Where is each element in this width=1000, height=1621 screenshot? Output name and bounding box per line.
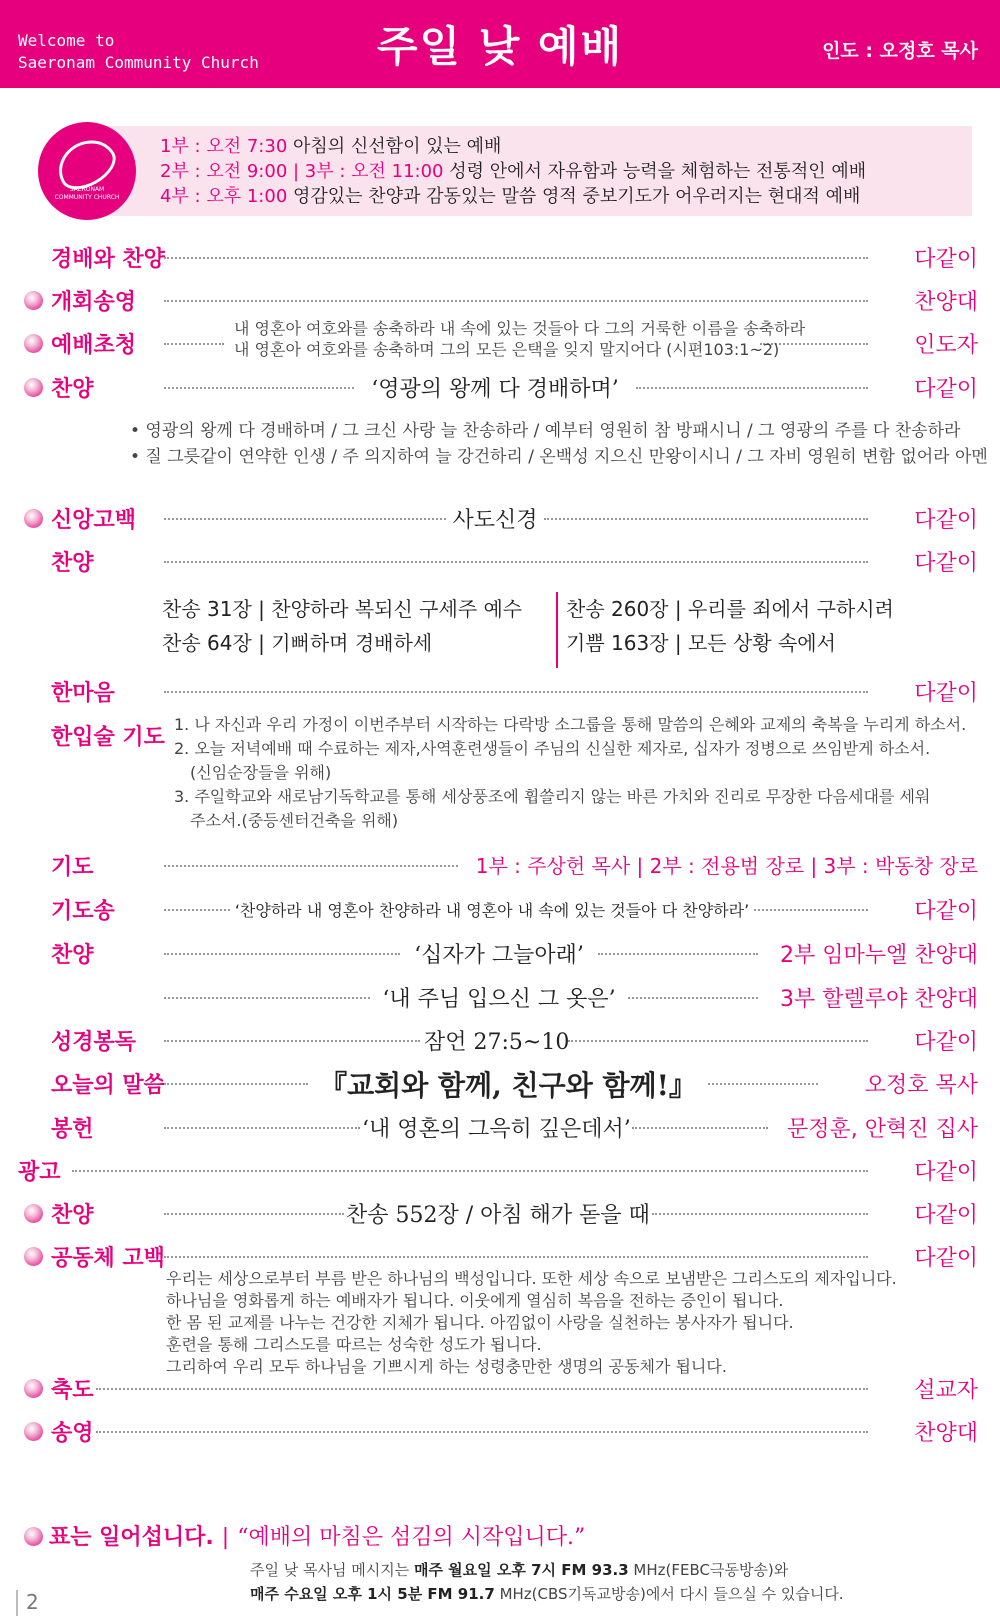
order-performer: 다같이 — [914, 551, 978, 576]
prayer-item: 2. 오늘 저녁예배 때 수료하는 제자,사역훈련생들이 주님의 신실한 제자로, 십자가 정병으로 쓰임받게 하소서. — [174, 739, 931, 758]
page-number: 2 — [16, 1590, 39, 1616]
footer-separator: | — [221, 1525, 230, 1550]
dotted-leader — [164, 300, 868, 302]
footer-standing-note — [24, 1520, 585, 1551]
order-label: 기도송 — [51, 899, 115, 924]
standing-bullet-icon — [24, 378, 43, 397]
standing-bullet-icon — [24, 1379, 43, 1398]
order-label: 공동체 고백 — [51, 1246, 165, 1271]
broadcast-line-2 — [250, 1582, 844, 1606]
order-prayer-song — [0, 894, 1000, 924]
order-label: 찬양 — [51, 551, 94, 576]
dotted-leader — [632, 1127, 768, 1129]
order-label: 예배초청 — [51, 333, 137, 358]
dotted-leader — [754, 909, 868, 911]
standing-legend: 표는 일어섭니다. — [49, 1525, 214, 1550]
service-desc: 영감있는 찬양과 감동있는 말씀 영적 중보기도가 어우러지는 현대적 예배 — [293, 186, 861, 207]
order-label: 찬양 — [51, 943, 94, 968]
service-time-line-3 — [160, 184, 866, 209]
logo-text-line-2: COMMUNITY CHURCH — [54, 194, 120, 201]
order-performer: 다같이 — [914, 508, 978, 533]
scripture-reference: 잠언 27:5~10 — [424, 1030, 570, 1055]
order-confession — [0, 1241, 1000, 1271]
order-announcements — [0, 1155, 1000, 1185]
service-time-line-1 — [160, 134, 866, 159]
hymn-item: 찬송 260장 | 우리를 죄에서 구하시려 — [566, 597, 894, 621]
order-praise-4 — [0, 1198, 1000, 1228]
order-label: 찬양 — [51, 377, 94, 402]
dotted-leader — [652, 1213, 868, 1215]
hymn-item: 찬송 64장 | 기뻐하며 경배하세 — [162, 631, 433, 655]
order-praise-1 — [0, 372, 1000, 402]
order-performer: 찬양대 — [914, 290, 978, 315]
hymns-right — [566, 592, 894, 660]
prayer-item: (신임순장들을 위해) — [190, 763, 332, 782]
order-label: 경배와 찬양 — [51, 247, 165, 272]
prayer-song-title: ‘찬양하라 내 영혼아 찬양하라 내 영혼아 내 속에 있는 것들아 다 찬양하라’ — [234, 901, 750, 920]
confession-line: 우리는 세상으로부터 부름 받은 하나님의 백성입니다. 또한 세상 속으로 보냄받은 그리스도의 제자입니다. — [166, 1269, 897, 1288]
order-benediction — [0, 1373, 1000, 1403]
order-closing — [0, 1416, 1000, 1446]
broadcast-schedule: 매주 월요일 오후 7시 FM 93.3 — [413, 1561, 629, 1579]
sermon-title: 『교회와 함께, 친구와 함께!』 — [319, 1069, 697, 1102]
order-performer: 다같이 — [914, 377, 978, 402]
dotted-leader — [568, 1040, 868, 1042]
order-performer: 찬양대 — [914, 1421, 978, 1446]
order-label: 한입술 기도 — [51, 725, 165, 750]
order-label: 찬양 — [51, 1203, 94, 1228]
praise-lyrics-1: • 영광의 왕께 다 경배하며 / 그 크신 사랑 늘 찬송하라 / 예부터 영원히 참 방패시니 / 그 영광의 주를 다 찬송하라 — [130, 421, 961, 441]
dotted-leader — [628, 997, 758, 999]
order-performer: 다같이 — [914, 247, 978, 272]
order-performer: 다같이 — [914, 1160, 978, 1185]
order-performer: 다같이 — [914, 1246, 978, 1271]
confession-line: 하나님을 영화롭게 하는 예배자가 됩니다. 이웃에게 열심히 복음을 전하는 증인이 됩니다. — [166, 1291, 784, 1310]
order-sermon — [0, 1068, 1000, 1104]
call-to-worship-text-1: 내 영혼아 여호와를 송축하라 내 속에 있는 것들아 다 그의 거룩한 이름을 송축하라 — [234, 319, 806, 338]
order-performer: 오정호 목사 — [864, 1073, 978, 1098]
song-title: ‘내 주님 입으신 그 옷은’ — [382, 987, 616, 1012]
order-performer: 인도자 — [914, 333, 978, 358]
order-one-mind — [0, 676, 1000, 706]
service-time-lines — [160, 134, 866, 209]
order-performer: 3부 할렐루야 찬양대 — [780, 987, 978, 1012]
dotted-leader — [164, 1127, 360, 1129]
service-times — [38, 122, 972, 220]
broadcast-text: 주일 낮 목사님 메시지는 — [250, 1561, 414, 1579]
prayer-item: 3. 주일학교와 새로남기독학교를 통해 세상풍조에 휩쓸리지 않는 바른 가치와 진리로 무장한 다음세대를 세워 — [174, 787, 931, 806]
dotted-leader — [164, 257, 868, 259]
dotted-leader — [636, 387, 868, 389]
dotted-leader — [164, 909, 230, 911]
service-desc: 성령 안에서 자유함과 능력을 체험하는 전통적인 예배 — [449, 161, 867, 182]
dotted-leader — [164, 1083, 308, 1085]
order-opening — [0, 285, 1000, 315]
welcome-line-2: Saeronam Community Church — [18, 53, 259, 72]
header-banner — [0, 0, 1000, 88]
standing-bullet-icon — [24, 509, 43, 528]
broadcast-station: MHz(CBS기독교방송)에서 다시 들으실 수 있습니다. — [494, 1585, 844, 1603]
order-praise-3 — [0, 938, 1000, 968]
hymns-divider — [556, 592, 558, 668]
order-label: 봉헌 — [51, 1117, 94, 1142]
service-time: 2부 : 오전 9:00 | 3부 : 오전 11:00 — [160, 161, 444, 182]
praise-lyrics-2: • 질 그릇같이 연약한 인생 / 주 의지하여 늘 강건하리 / 온백성 지으신 만왕이시니 / 그 자비 영원히 변함 없어라 아멘 — [130, 447, 988, 467]
dotted-leader — [72, 1170, 868, 1172]
broadcast-station: MHz(FEBC극동방송)와 — [628, 1561, 789, 1579]
order-label: 개회송영 — [51, 290, 137, 315]
order-label: 오늘의 말씀 — [51, 1073, 165, 1098]
order-label: 기도 — [51, 855, 94, 880]
order-scripture — [0, 1025, 1000, 1055]
welcome-line-1: Welcome to — [18, 31, 115, 50]
dotted-leader — [598, 953, 758, 955]
order-praise-2 — [0, 546, 1000, 576]
broadcast-note — [250, 1558, 844, 1606]
standing-bullet-icon — [24, 334, 43, 353]
confession-line: 훈련을 통해 그리스도를 따르는 성숙한 성도가 됩니다. — [166, 1335, 542, 1354]
service-time: 1부 : 오전 7:30 — [160, 136, 288, 157]
prayer-item: 1. 나 자신과 우리 가정이 이번주부터 시작하는 다락방 소그룹을 통해 말씀의 은혜와 교제의 축복을 누리게 하소서. — [174, 715, 967, 734]
order-label: 축도 — [51, 1378, 94, 1403]
order-creed — [0, 503, 1000, 533]
order-performer: 다같이 — [914, 681, 978, 706]
order-label: 한마음 — [51, 681, 115, 706]
standing-bullet-icon — [24, 1422, 43, 1441]
dotted-leader — [164, 1213, 344, 1215]
broadcast-line-1 — [250, 1558, 844, 1582]
creed-title: 사도신경 — [452, 508, 538, 533]
page-title: 주일 낮 예배 — [376, 22, 624, 71]
dotted-leader — [164, 953, 400, 955]
standing-bullet-icon — [24, 1247, 43, 1266]
order-label: 성경봉독 — [51, 1030, 137, 1055]
confession-line: 그리하여 우리 모두 하나님을 기쁘시게 하는 성령충만한 생명의 공동체가 됩니다. — [166, 1357, 727, 1376]
prayer-item: 주소서.(중등센터건축을 위해) — [190, 811, 399, 830]
hymn-item: 기쁨 163장 | 모든 상황 속에서 — [566, 631, 836, 655]
song-title: ‘영광의 왕께 다 경배하며’ — [371, 377, 619, 402]
dotted-leader — [164, 343, 224, 345]
dotted-leader — [164, 691, 868, 693]
dotted-leader — [164, 865, 458, 867]
church-logo-icon — [38, 122, 136, 220]
standing-bullet-icon — [24, 1204, 43, 1223]
dotted-leader — [164, 387, 354, 389]
dotted-leader — [96, 1388, 868, 1390]
standing-bullet-icon — [24, 291, 43, 310]
standing-bullet-icon — [24, 1527, 43, 1546]
song-title: 찬송 552장 / 아침 해가 돋을 때 — [346, 1203, 650, 1228]
call-to-worship-text-2: 내 영혼아 여호와를 송축하며 그의 모든 은택을 잊지 말지어다 (시편103:1~2) — [234, 340, 780, 359]
footer-quote: “예배의 마침은 섬김의 시작입니다.” — [237, 1525, 586, 1550]
dotted-leader — [164, 1256, 868, 1258]
order-label: 광고 — [18, 1160, 61, 1185]
order-worship — [0, 242, 1000, 272]
hymns-left — [162, 592, 522, 660]
dotted-leader — [164, 518, 446, 520]
service-desc: 아침의 신선함이 있는 예배 — [293, 136, 502, 157]
order-offering — [0, 1112, 1000, 1142]
dotted-leader — [96, 1431, 868, 1433]
order-performer: 설교자 — [914, 1378, 978, 1403]
broadcast-schedule: 매주 수요일 오후 1시 5분 FM 91.7 — [250, 1585, 495, 1603]
worship-leader: 인도 : 오정호 목사 — [822, 40, 978, 62]
logo-text — [38, 186, 136, 202]
dotted-leader — [164, 1040, 420, 1042]
order-prayer — [0, 850, 1000, 880]
order-performer: 다같이 — [914, 1203, 978, 1228]
logo-text-line-1: SAERONAM — [69, 186, 105, 193]
dotted-leader — [544, 518, 868, 520]
confession-line: 한 몸 된 교제를 나누는 건강한 지체가 됩니다. 아낌없이 사랑을 실천하는 봉사자가 됩니다. — [166, 1313, 794, 1332]
prayer-leaders: 1부 : 주상헌 목사 | 2부 : 전용범 장로 | 3부 : 박동창 장로 — [475, 854, 978, 878]
service-time-line-2 — [160, 159, 866, 184]
order-performer: 다같이 — [914, 1030, 978, 1055]
order-label: 송영 — [51, 1421, 94, 1446]
dotted-leader — [164, 561, 868, 563]
service-time: 4부 : 오후 1:00 — [160, 186, 288, 207]
dotted-leader — [164, 997, 370, 999]
hymn-item: 찬송 31장 | 찬양하라 복되신 구세주 예수 — [162, 597, 523, 621]
order-label: 신앙고백 — [51, 508, 137, 533]
dotted-leader — [708, 1083, 818, 1085]
order-performer: 2부 임마누엘 찬양대 — [780, 943, 978, 968]
order-performer: 문정훈, 안혁진 집사 — [787, 1117, 978, 1142]
order-performer: 다같이 — [914, 899, 978, 924]
order-praise-3b — [0, 982, 1000, 1012]
song-title: ‘내 영혼의 그윽히 깊은데서’ — [362, 1117, 631, 1142]
song-title: ‘십자가 그늘아래’ — [414, 943, 584, 968]
